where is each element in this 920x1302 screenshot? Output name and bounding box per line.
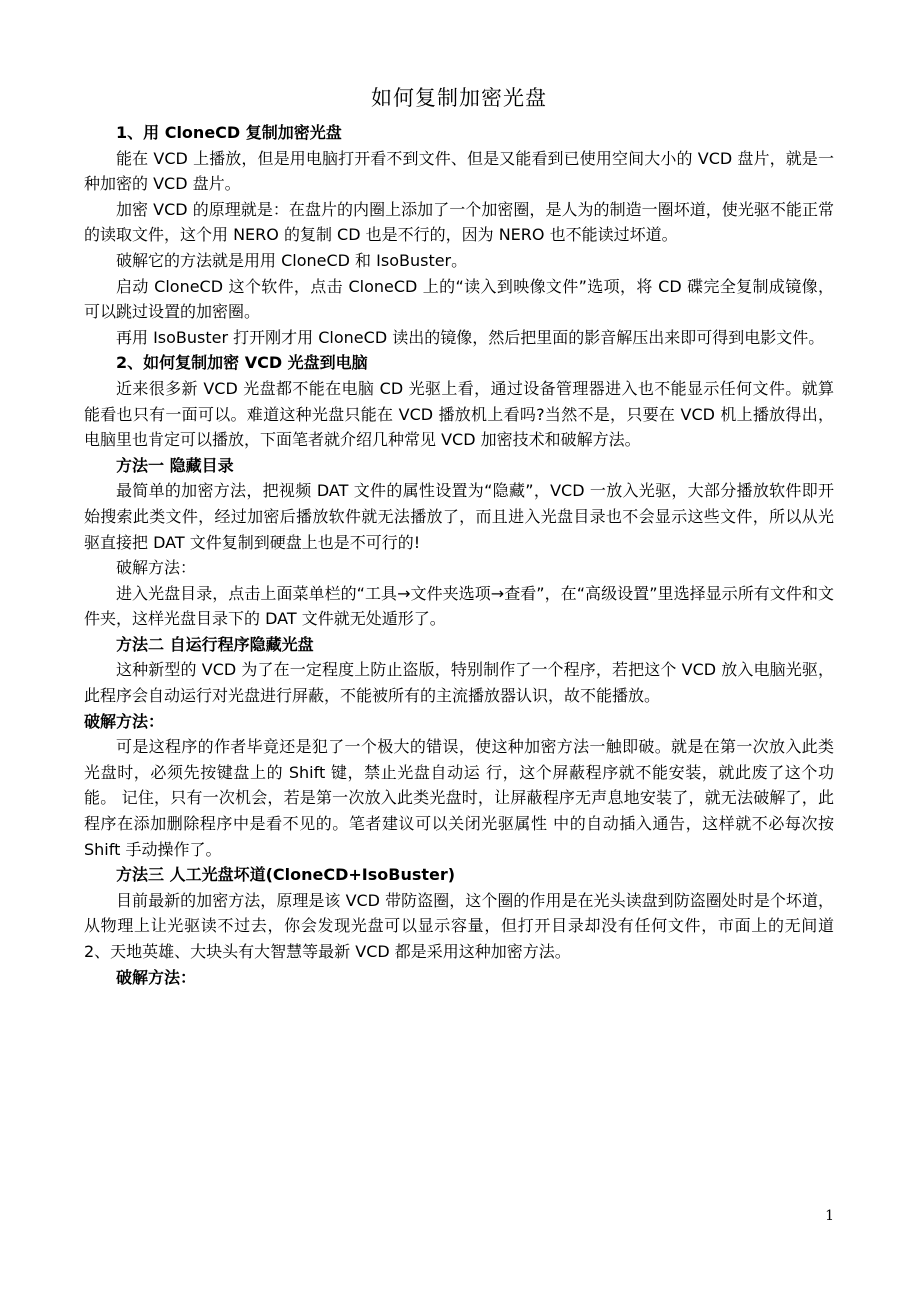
- paragraph: 进入光盘目录，点击上面菜单栏的“工具→文件夹选项→查看”，在“高级设置”里选择显示所有文件和文件夹，这样光盘目录下的 DAT 文件就无处遁形了。: [84, 583, 834, 629]
- paragraph: 可是这程序的作者毕竟还是犯了一个极大的错误，使这种加密方法一触即破。就是在第一次放入此类光盘时，必须先按键盘上的 Shift 键，禁止光盘自动运 行，这个屏蔽程序就不能安装，就此废了这个功能。 记住，只有一次机会，若是第一次放入此类光盘时，让屏蔽程序无声息地安装了，就无法破解了，此程序在添加删除程序中是看不见的。笔者建议可以关闭光驱属性 中的自动插入通告，这样就不必每次按 Shift 手动操作了。: [84, 737, 834, 859]
- crack-method-heading: 破解方法：: [116, 967, 197, 987]
- paragraph: 这种新型的 VCD 为了在一定程度上防止盗版，特别制作了一个程序，若把这个 VCD 放入电脑光驱，此程序会自动运行对光盘进行屏蔽，不能被所有的主流播放器认识，故不能播放。: [84, 660, 834, 706]
- method-heading: 方法二 自运行程序隐藏光盘: [116, 634, 314, 654]
- paragraph: 近来很多新 VCD 光盘都不能在电脑 CD 光驱上看，通过设备管理器进入也不能显示任何文件。就算能看也只有一面可以。难道这种光盘只能在 VCD 播放机上看吗?当然不是，只要在 VCD 机上播放得出，电脑里也肯定可以播放，下面笔者就介绍几种常见 VCD 加密技术和破解方法。: [84, 378, 834, 450]
- paragraph: 再用 IsoBuster 打开刚才用 CloneCD 读出的镜像，然后把里面的影音解压出来即可得到电影文件。: [116, 327, 825, 347]
- paragraph: 启动 CloneCD 这个软件，点击 CloneCD 上的“读入到映像文件”选项，将 CD 碟完全复制成镜像，可以跳过设置的加密圈。: [84, 276, 834, 322]
- paragraph: 加密 VCD 的原理就是：在盘片的内圈上添加了一个加密圈，是人为的制造一圈坏道，使光驱不能正常的读取文件，这个用 NERO 的复制 CD 也是不行的，因为 NERO 也不能读过坏道。: [84, 199, 834, 245]
- document-body: [84, 120, 834, 990]
- paragraph: 能在 VCD 上播放，但是用电脑打开看不到文件、但是又能看到已使用空间大小的 VCD 盘片，就是一种加密的 VCD 盘片。: [84, 148, 834, 194]
- paragraph: 破解它的方法就是用用 CloneCD 和 IsoBuster。: [116, 250, 468, 270]
- section-heading: 2、如何复制加密 VCD 光盘到电脑: [116, 353, 368, 373]
- section-heading: 1、用 CloneCD 复制加密光盘: [116, 123, 342, 142]
- page-number: 1: [825, 1208, 834, 1224]
- paragraph: 最简单的加密方法，把视频 DAT 文件的属性设置为“隐藏”，VCD 一放入光驱，大部分播放软件即开始搜索此类文件，经过加密后播放软件就无法播放了，而且进入光盘目录也不会显示这些文件，所以从光驱直接把 DAT 文件复制到硬盘上也是不可行的!: [84, 481, 834, 552]
- paragraph: 破解方法：: [116, 558, 197, 578]
- crack-method-heading: 破解方法：: [84, 711, 165, 731]
- method-heading: 方法三 人工光盘坏道(CloneCD+IsoBuster): [116, 865, 456, 885]
- method-heading: 方法一 隐藏目录: [116, 455, 234, 475]
- paragraph: 目前最新的加密方法，原理是该 VCD 带防盗圈，这个圈的作用是在光头读盘到防盗圈处时是个坏道，从物理上让光驱读不过去，你会发现光盘可以显示容量，但打开目录却没有任何文件，市面上的无间道 2、天地英雄、大块头有大智慧等最新 VCD 都是采用这种加密方法。: [84, 890, 834, 961]
- page-title: 如何复制加密光盘: [371, 86, 547, 110]
